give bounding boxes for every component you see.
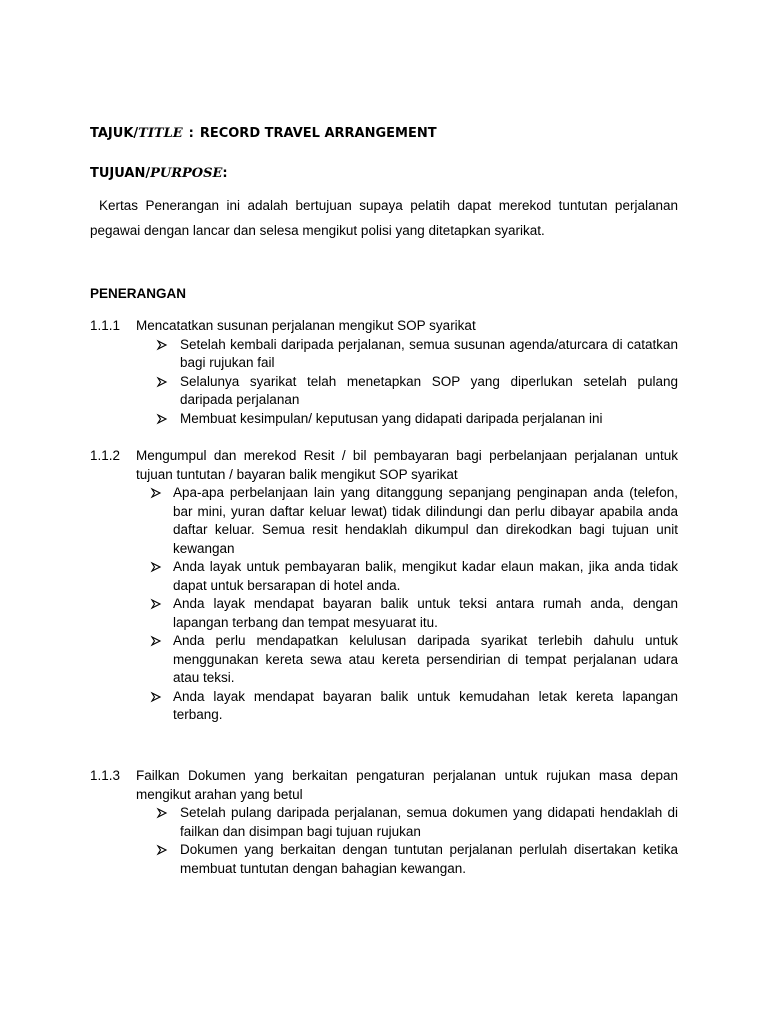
bullet-item	[90, 632, 678, 688]
purpose-paragraph	[90, 193, 678, 243]
arrow-bullet-icon	[150, 632, 162, 650]
bullet-item	[90, 804, 678, 841]
bullet-item	[90, 595, 678, 632]
bullet-text: Anda layak mendapat bayaran balik untuk kemudahan letak kereta lapangan terbang.	[173, 688, 678, 722]
arrow-bullet-icon	[156, 841, 168, 859]
bullet-item	[90, 336, 678, 373]
bullet-item	[90, 558, 678, 595]
purpose-text: Kertas Penerangan ini adalah bertujuan supaya pelatih dapat merekod tuntutan perjalanan pegawai dengan lancar dan selesa mengikut polisi yang ditetapkan syarikat.	[90, 198, 678, 238]
arrow-bullet-icon	[150, 688, 162, 706]
arrow-bullet-icon	[150, 484, 162, 502]
list-item	[90, 317, 678, 428]
item-number: 1.1.1	[90, 318, 121, 333]
bullet-text: Setelah kembali daripada perjalanan, semua susunan agenda/aturcara di catatkan bagi rujukan fail	[180, 336, 678, 370]
bullet-item	[90, 484, 678, 558]
bullet-text: Anda layak mendapat bayaran balik untuk teksi antara rumah anda, dengan lapangan terbang dan tempat mesyuarat itu.	[173, 596, 678, 630]
arrow-bullet-icon	[156, 410, 168, 428]
bullet-text: Apa-apa perbelanjaan lain yang ditanggung sepanjang penginapan anda (telefon, bar mini, yuran daftar keluar lewat) tidak dilindungi dan perlu dibayar apabila anda daftar keluar. Semua resit hendaklah dikumpul dan direkodkan bagi tujuan unit kewangan	[173, 485, 678, 556]
bullet-item	[90, 410, 678, 429]
item-number: 1.1.2	[90, 448, 121, 463]
bullet-item	[90, 688, 678, 725]
title-label-en: TITLE	[138, 126, 183, 141]
section-title: PENERANGAN	[90, 286, 187, 301]
purpose-label: TUJUAN/	[90, 166, 151, 181]
bullet-list	[90, 804, 678, 878]
arrow-bullet-icon	[156, 336, 168, 354]
bullet-text: Anda perlu mendapatkan kelulusan daripada syarikat terlebih dahulu untuk menggunakan kereta sewa atau kereta persendirian di tempat perjalanan udara atau teksi.	[173, 633, 678, 685]
list-item	[90, 447, 678, 725]
bullet-text: Membuat kesimpulan/ keputusan yang didapati daripada perjalanan ini	[180, 410, 603, 426]
bullet-text: Anda layak untuk pembayaran balik, mengikut kadar elaun makan, jika anda tidak dapat untuk bersarapan di hotel anda.	[173, 559, 678, 593]
item-number: 1.1.3	[90, 768, 121, 783]
bullet-text: Selalunya syarikat telah menetapkan SOP yang diperlukan setelah pulang daripada perjalanan	[180, 373, 678, 407]
bullet-text: Setelah pulang daripada perjalanan, semua dokumen yang didapati hendaklah di failkan dan disimpan bagi tujuan rujukan	[180, 805, 678, 839]
title-colon: :	[188, 126, 194, 141]
title-value: RECORD TRAVEL ARRANGEMENT	[199, 126, 437, 141]
bullet-item	[90, 373, 678, 410]
arrow-bullet-icon	[156, 373, 168, 391]
arrow-bullet-icon	[156, 804, 168, 822]
purpose-colon: :	[222, 166, 228, 181]
title-heading	[90, 126, 437, 141]
item-heading: Mencatatkan susunan perjalanan mengikut SOP syarikat	[136, 318, 476, 333]
title-label: TAJUK/	[90, 126, 139, 141]
list-item	[90, 767, 678, 878]
arrow-bullet-icon	[150, 558, 162, 576]
bullet-item	[90, 841, 678, 878]
bullet-list	[90, 336, 678, 429]
item-heading: Mengumpul dan merekod Resit / bil pembayaran bagi perbelanjaan perjalanan untuk tujuan tuntutan / bayaran balik mengikut SOP syarikat	[136, 448, 678, 482]
bullet-list	[90, 484, 678, 725]
purpose-label-en: PURPOSE	[150, 166, 223, 181]
item-heading: Failkan Dokumen yang berkaitan pengaturan perjalanan untuk rujukan masa depan mengikut arahan yang betul	[136, 768, 678, 802]
purpose-heading	[90, 166, 228, 181]
arrow-bullet-icon	[150, 595, 162, 613]
bullet-text: Dokumen yang berkaitan dengan tuntutan perjalanan perlulah disertakan ketika membuat tuntutan dengan bahagian kewangan.	[180, 842, 678, 876]
